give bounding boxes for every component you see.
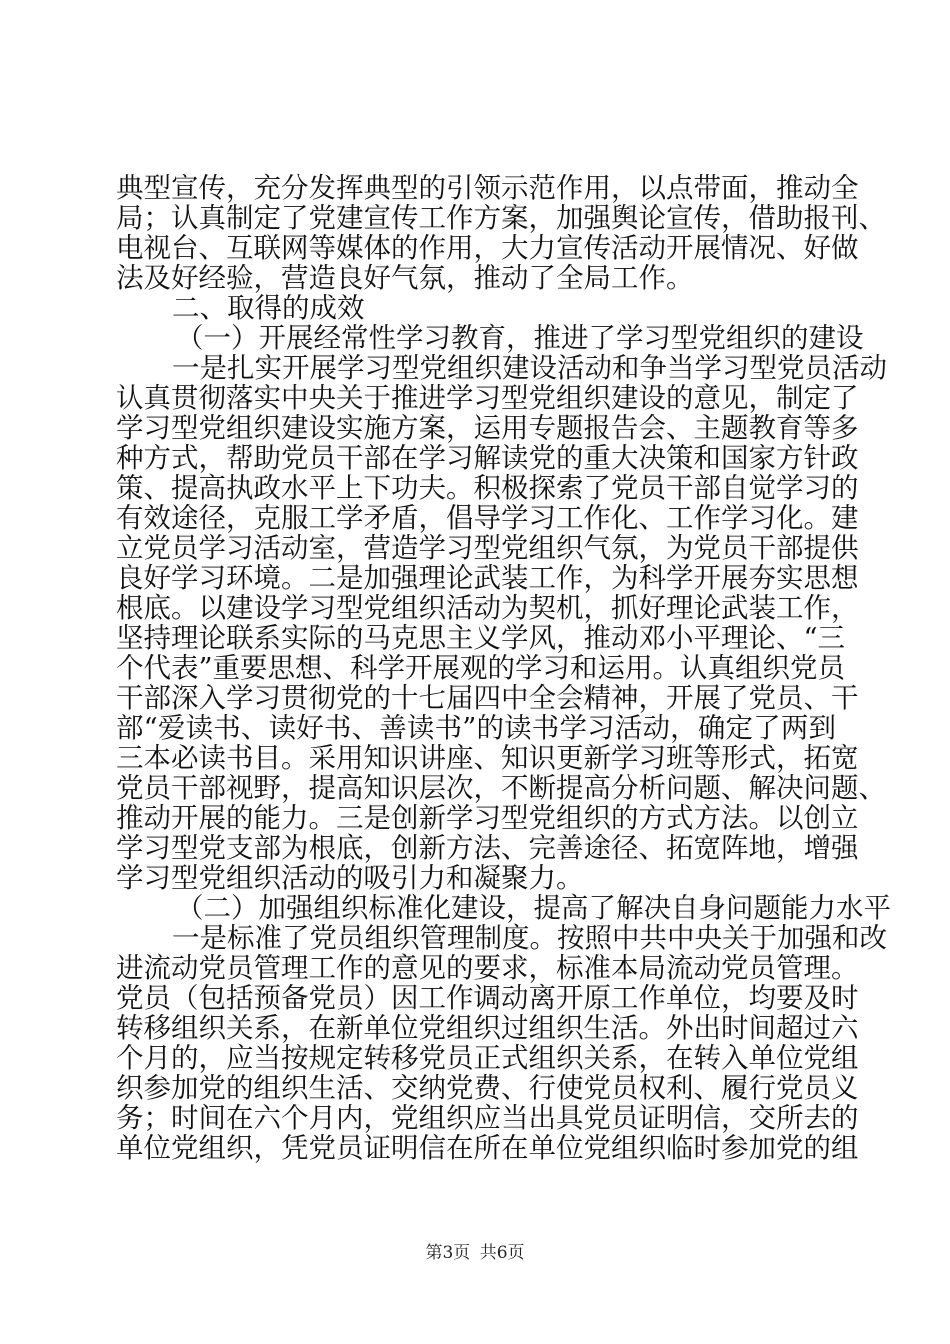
text-line: 种方式，帮助党员干部在学习解读党的重大决策和国家方针政 [116, 442, 859, 474]
text-line: 党员干部视野，提高知识层次，不断提高分析问题、解决问题、 [116, 772, 886, 804]
text-line: 进流动党员管理工作的意见的要求，标准本局流动党员管理。 [116, 952, 859, 984]
text-line: 一是扎实开展学习型党组织建设活动和争当学习型党员活动 [172, 352, 887, 384]
text-line: 单位党组织，凭党员证明信在所在单位党组织临时参加党的组 [116, 1132, 859, 1164]
text-line: 立党员学习活动室，营造学习型党组织气氛，为党员干部提供 [116, 532, 859, 564]
text-line: 干部深入学习贯彻党的十七届四中全会精神，开展了党员、干 [116, 682, 859, 714]
text-line: 有效途径，克服工学矛盾，倡导学习工作化、工作学习化。建 [116, 502, 859, 534]
text-line: 学习型党组织活动的吸引力和凝聚力。 [116, 862, 584, 894]
text-line: 局；认真制定了党建宣传工作方案，加强舆论宣传，借助报刊、 [116, 202, 886, 234]
subsection-heading: （一）开展经常性学习教育，推进了学习型党组织的建设 [176, 322, 864, 354]
text-line: 个代表”重要思想、科学开展观的学习和运用。认真组织党员 [116, 652, 846, 684]
text-line: 个月的，应当按规定转移党员正式组织关系，在转入单位党组 [116, 1042, 859, 1074]
text-line: 策、提高执政水平上下功夫。积极探索了党员干部自觉学习的 [116, 472, 859, 504]
text-line: 学习型党组织建设实施方案，运用专题报告会、主题教育等多 [116, 412, 859, 444]
text-line: 学习型党支部为根底，创新方法、完善途径、拓宽阵地，增强 [116, 832, 859, 864]
text-line: 根底。以建设学习型党组织活动为契机，抓好理论武装工作， [116, 592, 859, 624]
text-line: 党员（包括预备党员）因工作调动离开原工作单位，均要及时 [116, 982, 859, 1014]
text-line: 务；时间在六个月内，党组织应当出具党员证明信，交所去的 [116, 1102, 859, 1134]
text-line: 转移组织关系，在新单位党组织过组织生活。外出时间超过六 [116, 1012, 859, 1044]
section-heading: 二、取得的成效 [172, 292, 365, 324]
text-line: 电视台、互联网等媒体的作用，大力宣传活动开展情况、好做 [116, 232, 859, 264]
text-line: 典型宣传，充分发挥典型的引领示范作用，以点带面，推动全 [116, 172, 859, 204]
text-line: 织参加党的组织生活、交纳党费、行使党员权利、履行党员义 [116, 1072, 859, 1104]
text-line: 部“爱读书、读好书、善读书”的读书学习活动，确定了两到 [116, 712, 836, 744]
page-footer [0, 1243, 950, 1263]
text-line: 三本必读书目。采用知识讲座、知识更新学习班等形式，拓宽 [116, 742, 859, 774]
page-total: 共6页 [479, 1243, 525, 1263]
text-line: 良好学习环境。二是加强理论武装工作，为科学开展夯实思想 [116, 562, 859, 594]
text-line: 法及好经验，营造良好气氛，推动了全局工作。 [116, 262, 694, 294]
page-number: 第3页 [425, 1243, 471, 1263]
text-line: 认真贯彻落实中央关于推进学习型党组织建设的意见，制定了 [116, 382, 859, 414]
text-line: 一是标准了党员组织管理制度。按照中共中央关于加强和改 [172, 922, 887, 954]
text-line: 坚持理论联系实际的马克思主义学风，推动邓小平理论、“三 [116, 622, 846, 654]
subsection-heading: （二）加强组织标准化建设，提高了解决自身问题能力水平 [176, 892, 891, 924]
document-body [116, 172, 891, 1164]
text-line: 推动开展的能力。三是创新学习型党组织的方式方法。以创立 [116, 802, 859, 834]
